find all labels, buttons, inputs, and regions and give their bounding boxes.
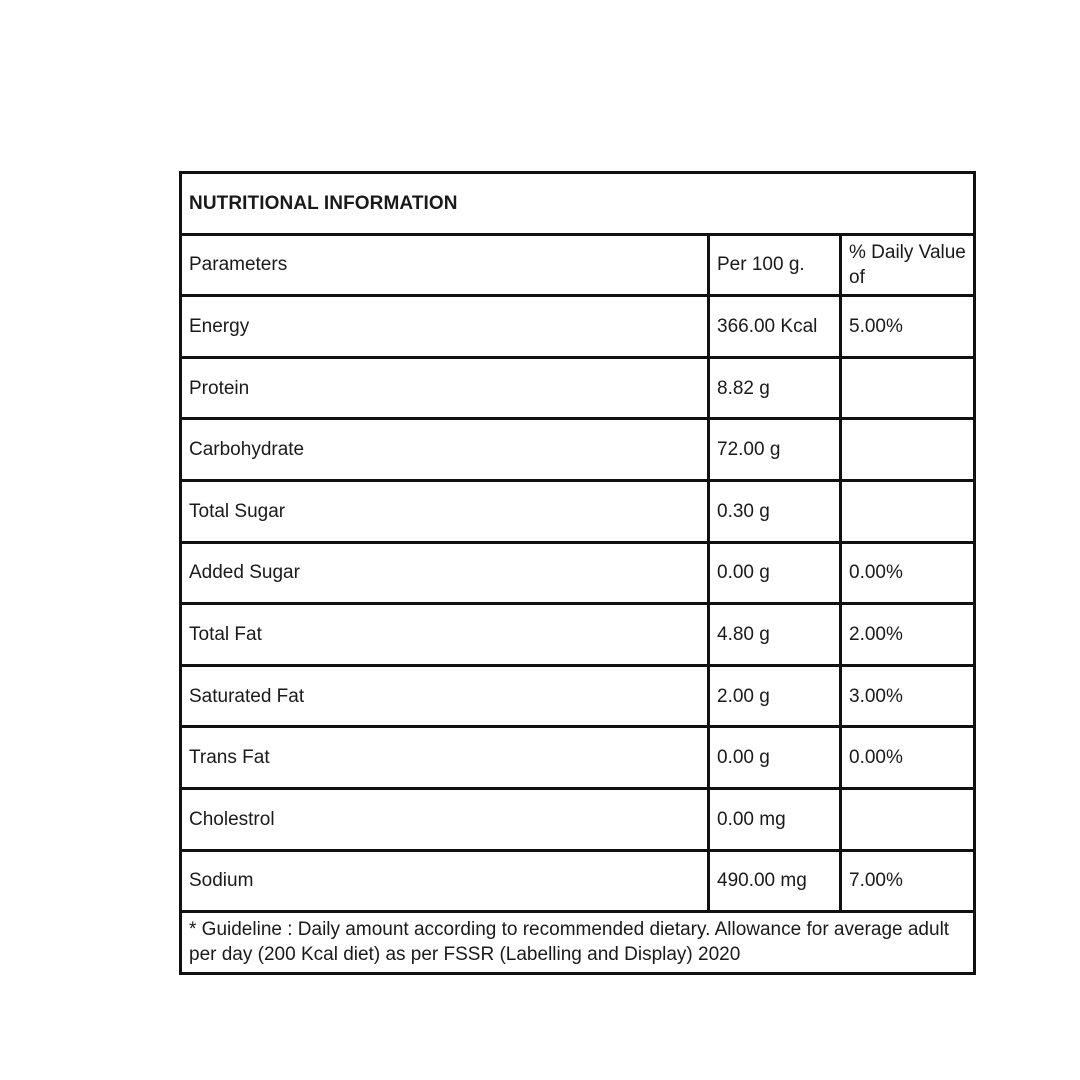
row-per-100g: 0.00 g <box>709 727 841 789</box>
nutrition-table <box>179 171 976 975</box>
row-parameter: Trans Fat <box>181 727 709 789</box>
row-daily-value: 5.00% <box>841 296 975 358</box>
row-parameter: Protein <box>181 357 709 419</box>
row-parameter: Sodium <box>181 850 709 912</box>
row-daily-value: 0.00% <box>841 727 975 789</box>
row-daily-value <box>841 419 975 481</box>
row-daily-value: 2.00% <box>841 604 975 666</box>
row-parameter: Total Sugar <box>181 480 709 542</box>
table-row <box>181 850 975 912</box>
row-per-100g: 4.80 g <box>709 604 841 666</box>
table-row <box>181 788 975 850</box>
header-daily-value: % Daily Value of <box>841 234 975 296</box>
table-row <box>181 419 975 481</box>
row-daily-value: 7.00% <box>841 850 975 912</box>
row-parameter: Saturated Fat <box>181 665 709 727</box>
header-per-100g: Per 100 g. <box>709 234 841 296</box>
table-title: NUTRITIONAL INFORMATION <box>181 173 975 235</box>
footnote-row <box>181 912 975 974</box>
row-parameter: Energy <box>181 296 709 358</box>
table-row <box>181 357 975 419</box>
row-parameter: Added Sugar <box>181 542 709 604</box>
table-row <box>181 604 975 666</box>
row-per-100g: 0.30 g <box>709 480 841 542</box>
row-per-100g: 72.00 g <box>709 419 841 481</box>
row-per-100g: 2.00 g <box>709 665 841 727</box>
row-daily-value <box>841 788 975 850</box>
row-per-100g: 0.00 mg <box>709 788 841 850</box>
row-per-100g: 8.82 g <box>709 357 841 419</box>
row-parameter: Carbohydrate <box>181 419 709 481</box>
row-daily-value <box>841 480 975 542</box>
row-daily-value: 0.00% <box>841 542 975 604</box>
footnote: * Guideline : Daily amount according to recommended dietary. Allowance for average adult per day (200 Kcal diet) as per FSSR (Labelling and Display) 2020 <box>181 912 975 974</box>
row-parameter: Total Fat <box>181 604 709 666</box>
table-row <box>181 665 975 727</box>
row-parameter: Cholestrol <box>181 788 709 850</box>
header-parameters: Parameters <box>181 234 709 296</box>
header-row <box>181 234 975 296</box>
table-row <box>181 727 975 789</box>
row-per-100g: 366.00 Kcal <box>709 296 841 358</box>
table-row <box>181 296 975 358</box>
table-row <box>181 542 975 604</box>
row-daily-value: 3.00% <box>841 665 975 727</box>
table-row <box>181 480 975 542</box>
row-per-100g: 0.00 g <box>709 542 841 604</box>
title-row <box>181 173 975 235</box>
row-daily-value <box>841 357 975 419</box>
row-per-100g: 490.00 mg <box>709 850 841 912</box>
